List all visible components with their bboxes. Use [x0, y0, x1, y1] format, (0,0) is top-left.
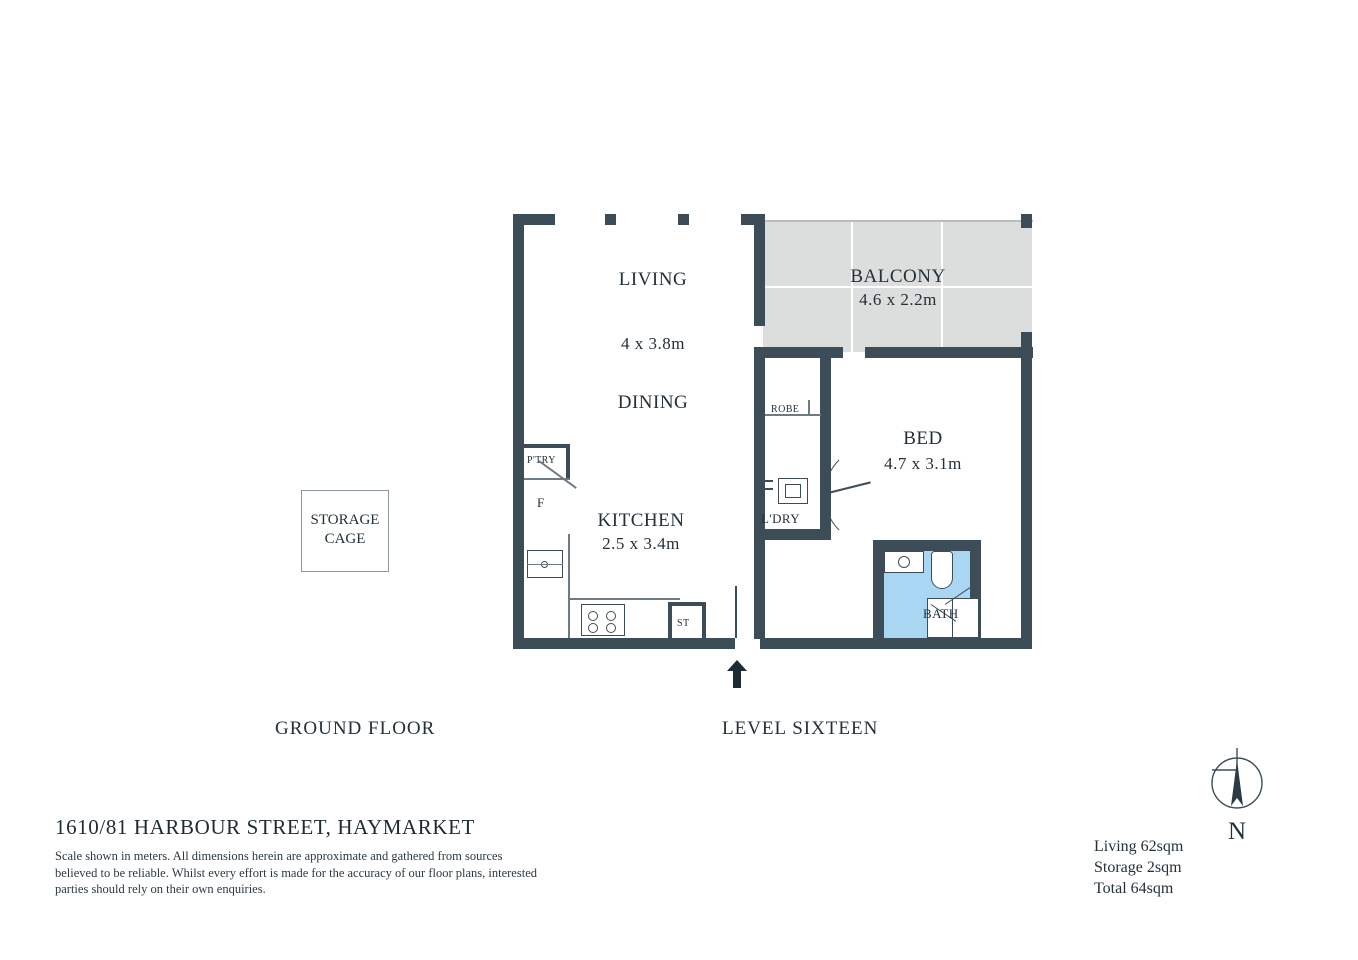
wall-bath-left: [873, 540, 884, 638]
basin-icon: [898, 556, 910, 568]
window-mullion: [678, 214, 689, 225]
room-dim-bed: 4.7 x 3.1m: [884, 454, 962, 473]
area-summary: [1094, 836, 1183, 899]
laundry-door-line-2: [757, 488, 773, 490]
wall-robe-right: [820, 358, 831, 468]
toilet: [931, 551, 953, 589]
room-label-balcony: BALCONY: [850, 266, 946, 287]
wall-kitchen-vertical: [566, 444, 570, 478]
compass-north-label: N: [1227, 818, 1247, 845]
label-pantry: P'TRY: [527, 455, 556, 466]
fridge-niche-edge: [524, 478, 570, 480]
wall-living-right: [754, 214, 765, 326]
storage-cage-line2: CAGE: [324, 531, 366, 547]
caption-level: LEVEL SIXTEEN: [722, 718, 879, 739]
room-dim-balcony: 4.6 x 2.2m: [859, 290, 937, 309]
wall-kitchen-pantry: [524, 444, 570, 448]
cooktop-burner-icon: [606, 611, 616, 621]
room-label-living: LIVING: [618, 269, 688, 290]
wall-balcony-right: [1021, 214, 1032, 228]
entry-door-leaf: [735, 586, 737, 638]
label-fridge: F: [537, 495, 545, 510]
area-storage: Storage 2sqm: [1094, 859, 1182, 876]
label-store: ST: [677, 618, 690, 629]
room-dim-kitchen: 2.5 x 3.4m: [602, 534, 680, 553]
window-mullion: [605, 214, 616, 225]
storage-cage-line1: STORAGE: [310, 512, 380, 528]
disclaimer-text: Scale shown in meters. All dimensions herein are approximate and gathered from sources believed to be reliable. Whilst every effort is made for the accuracy of our floor plans, interested parties should rely on their own enquiries.: [55, 849, 537, 896]
wall-hall-lower: [754, 539, 765, 639]
store-cupboard: [668, 602, 706, 606]
cooktop-burner-icon: [588, 611, 598, 621]
store-cupboard-right: [702, 602, 706, 638]
wall-balcony-bed-2: [865, 347, 1033, 358]
floorplan-drawing: [513, 214, 1046, 649]
laundry-appliance-inner: [785, 484, 801, 498]
area-living: Living 62sqm: [1094, 838, 1184, 855]
cooktop-burner-icon: [606, 623, 616, 633]
kitchen-bench-bottom: [568, 598, 680, 600]
room-label-bath: BATH: [923, 606, 959, 621]
wall-balcony-bed: [763, 347, 843, 358]
caption-ground-floor: GROUND FLOOR: [275, 718, 436, 739]
compass-rose: [1206, 748, 1268, 848]
room-dim-living: 4 x 3.8m: [621, 334, 685, 353]
kitchen-cooktop: [581, 604, 625, 636]
room-label-kitchen: KITCHEN: [597, 510, 685, 531]
entry-arrow-icon: [726, 660, 748, 688]
store-cupboard-left: [668, 602, 672, 638]
room-label-robe: ROBE: [771, 404, 800, 415]
storage-cage-box: [301, 490, 389, 572]
room-label-bed: BED: [903, 428, 943, 449]
page-title: 1610/81 HARBOUR STREET, HAYMARKET: [55, 815, 475, 839]
wall-bottom-right: [760, 638, 1032, 649]
room-label-ldry: L'DRY: [761, 511, 801, 526]
wall-left-exterior: [513, 214, 524, 649]
robe-divider-vertical: [808, 400, 810, 416]
balcony-edge-top: [763, 220, 1033, 222]
sink-divider: [527, 564, 563, 565]
wall-ldry-bottom: [754, 529, 831, 540]
laundry-door-line: [757, 480, 773, 482]
wall-right-exterior: [1021, 347, 1032, 649]
area-total: Total 64sqm: [1094, 880, 1174, 897]
cooktop-burner-icon: [588, 623, 598, 633]
room-label-dining: DINING: [617, 392, 689, 413]
